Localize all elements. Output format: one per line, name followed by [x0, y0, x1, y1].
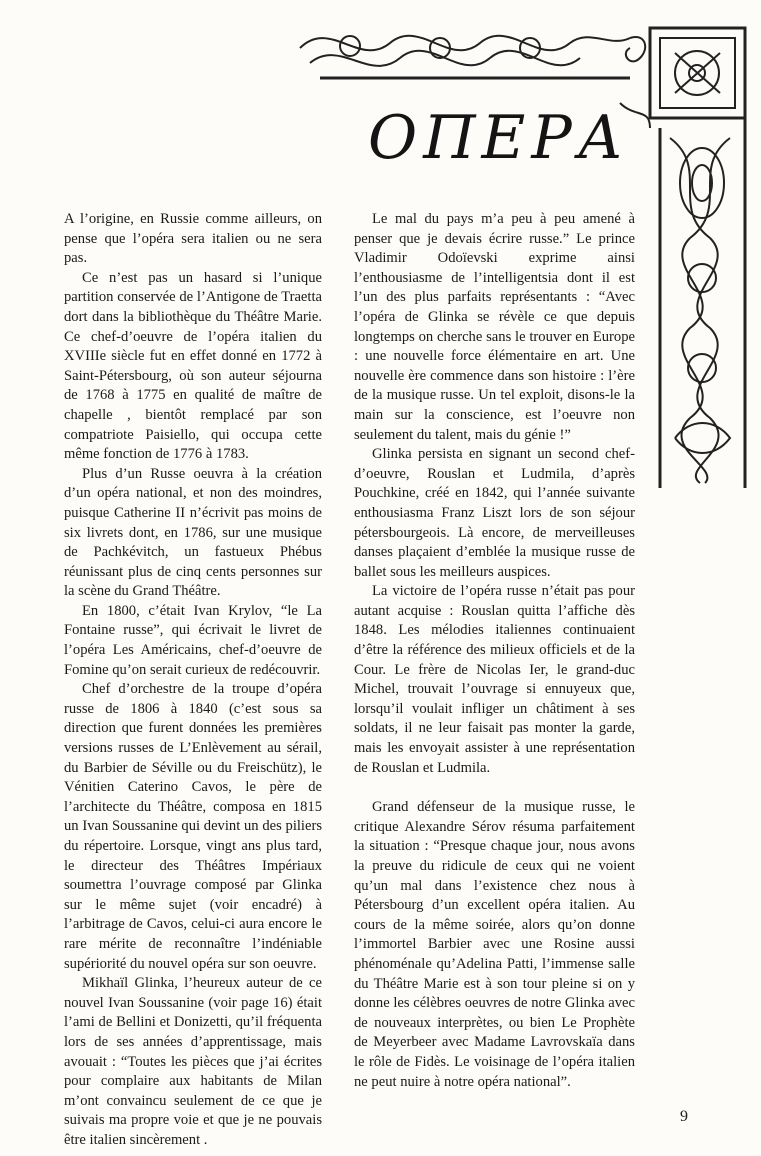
paragraph: Grand défenseur de la musique russe, le critique Alexandre Sérov résuma parfaitement la situation : “Presque chaque jour, nous avons la preuve du ridicule de ceux qui ne voient qu’un mal dans l’existence chez nous à Pétersbourg d’un excellent opéra italien. Au cours de la même soirée, alors qu’on donne l’immortel Barbier avec une Rosine aussi phénoménale qu’Adelina Patti, l’immense salle du Théâtre Marie est à son tour pleine si on y donne les célèbres oeuvres de notre Glinka avec de nouveaux interprètes, ou bien Le Prophète de Meyerbeer avec Madame Lavrovskaïa dans le rôle de Fidès. Le voisinage de l’opéra italien ne peut nuire à notre opéra national”.: [354, 799, 635, 1090]
paragraph: Plus d’un Russe oeuvra à la création d’un opéra national, et non des moindres, puisque Catherine II n’écrivit pas moins de six livrets dont, en 1786, sur une musique de Pachkévitch, un fastueux Phébus réunissant plus de cinq cents personnes sur la scène du Grand Théâtre.: [64, 465, 322, 600]
paragraph: Glinka persista en signant un second chef-d’oeuvre, Rouslan et Ludmila, d’après Pouchkine, créé en 1842, qui l’année suivante enthousiasma Franz Liszt lors de son séjour pétersbourgeois. Là encore, de merveilleuses danses plaçaient d’emblée la musique russe de ballet sous les meilleurs auspices.: [354, 446, 635, 580]
paragraph: Chef d’orchestre de la troupe d’opéra russe de 1806 à 1840 (c’est sous sa direction que furent données les premières versions russes de L’Enlèvement au sérail, du Barbier de Séville ou du Freischütz), le Vénitien Caterino Cavos, le père de l’architecte du Théâtre, composa en 1815 un Ivan Soussanine qui devint un des piliers du répertoire. Lorsque, vingt ans plus tard, le directeur des Théâtres Impériaux soumettra l’ouvrage composé par Glinka sur le même sujet (voir encadré) à l’arbitrage de Cavos, celui-ci aura encore le rare mérite de reconnaître l’indéniable supériorité du nouvel opéra sur son oeuvre.: [64, 681, 322, 972]
paragraph: En 1800, c’était Ivan Krylov, “le La Fontaine russe”, qui écrivait le livret de l’opéra Les Américains, chef-d’oeuvre de Fomine qu’on serait curieux de redécouvrir.: [64, 602, 322, 678]
paragraph: La victoire de l’opéra russe n’était pas pour autant acquise : Rouslan quitta l’affiche dès 1848. Les mélodies italiennes continuaient d’être la référence des milieux officiels et de la Cour. Le frère de Nicolas Ier, le grand-duc Michel, trouvait l’ouvrage si ennuyeux que, lorsqu’il voulait infliger un châtiment à ses soldats, il ne leur faisait pas monter la garde, mais les envoyait assister à une représentation de Rouslan et Ludmila.: [354, 583, 635, 776]
paragraph: A l’origine, en Russie comme ailleurs, on pense que l’opéra sera italien ou ne sera pas.: [64, 211, 322, 267]
paragraph: Mikhaïl Glinka, l’heureux auteur de ce nouvel Ivan Soussanine (voir page 16) était l’ami de Bellini et Donizetti, qu’il fréquenta lors de ses années d’apprentissage, mais avouait : “Toutes les pièces que j’ai écrites pour complaire aux habitants de Milan m’ont convaincu seulement de ce que je suivais ma propre voie et que je ne pouvais être italien sincèrement .: [64, 975, 322, 1148]
left-column: [64, 210, 322, 1151]
page-number: 9: [680, 1108, 688, 1125]
right-column: [354, 210, 635, 1092]
paragraph: Ce n’est pas un hasard si l’unique partition conservée de l’Antigone de Traetta dort dans la bibliothèque du Théâtre Marie. Ce chef-d’oeuvre de l’opéra italien du XVIIIe siècle fut en effet donné en 1772 à Saint-Pétersbourg, où son auteur séjourna de 1768 à 1775 en qualité de maître de chapelle , bientôt remplacé par son compatriote Paisiello, qui occupa cette même fonction de 1776 à 1783.: [64, 269, 322, 463]
page-title: ОПЕРА: [368, 103, 630, 173]
paragraph: Le mal du pays m’a peu à peu amené à penser que je devais écrire russe.” Le prince Vladimir Odoïevski exprime ainsi l’enthousiasme de l’intelligentsia dont il est l’un des plus parfaits représentants : “Avec l’opéra de Glinka se révèle ce que depuis longtemps on cherche sans le trouver en Europe : une nouvelle force élémentaire en art. Une nouvelle ère commence dans son histoire : l’ère de la musique russe. Un tel exploit, disons-le la main sur la conscience, est l’oeuvre non seulement du talent, mais du génie !”: [354, 211, 635, 443]
